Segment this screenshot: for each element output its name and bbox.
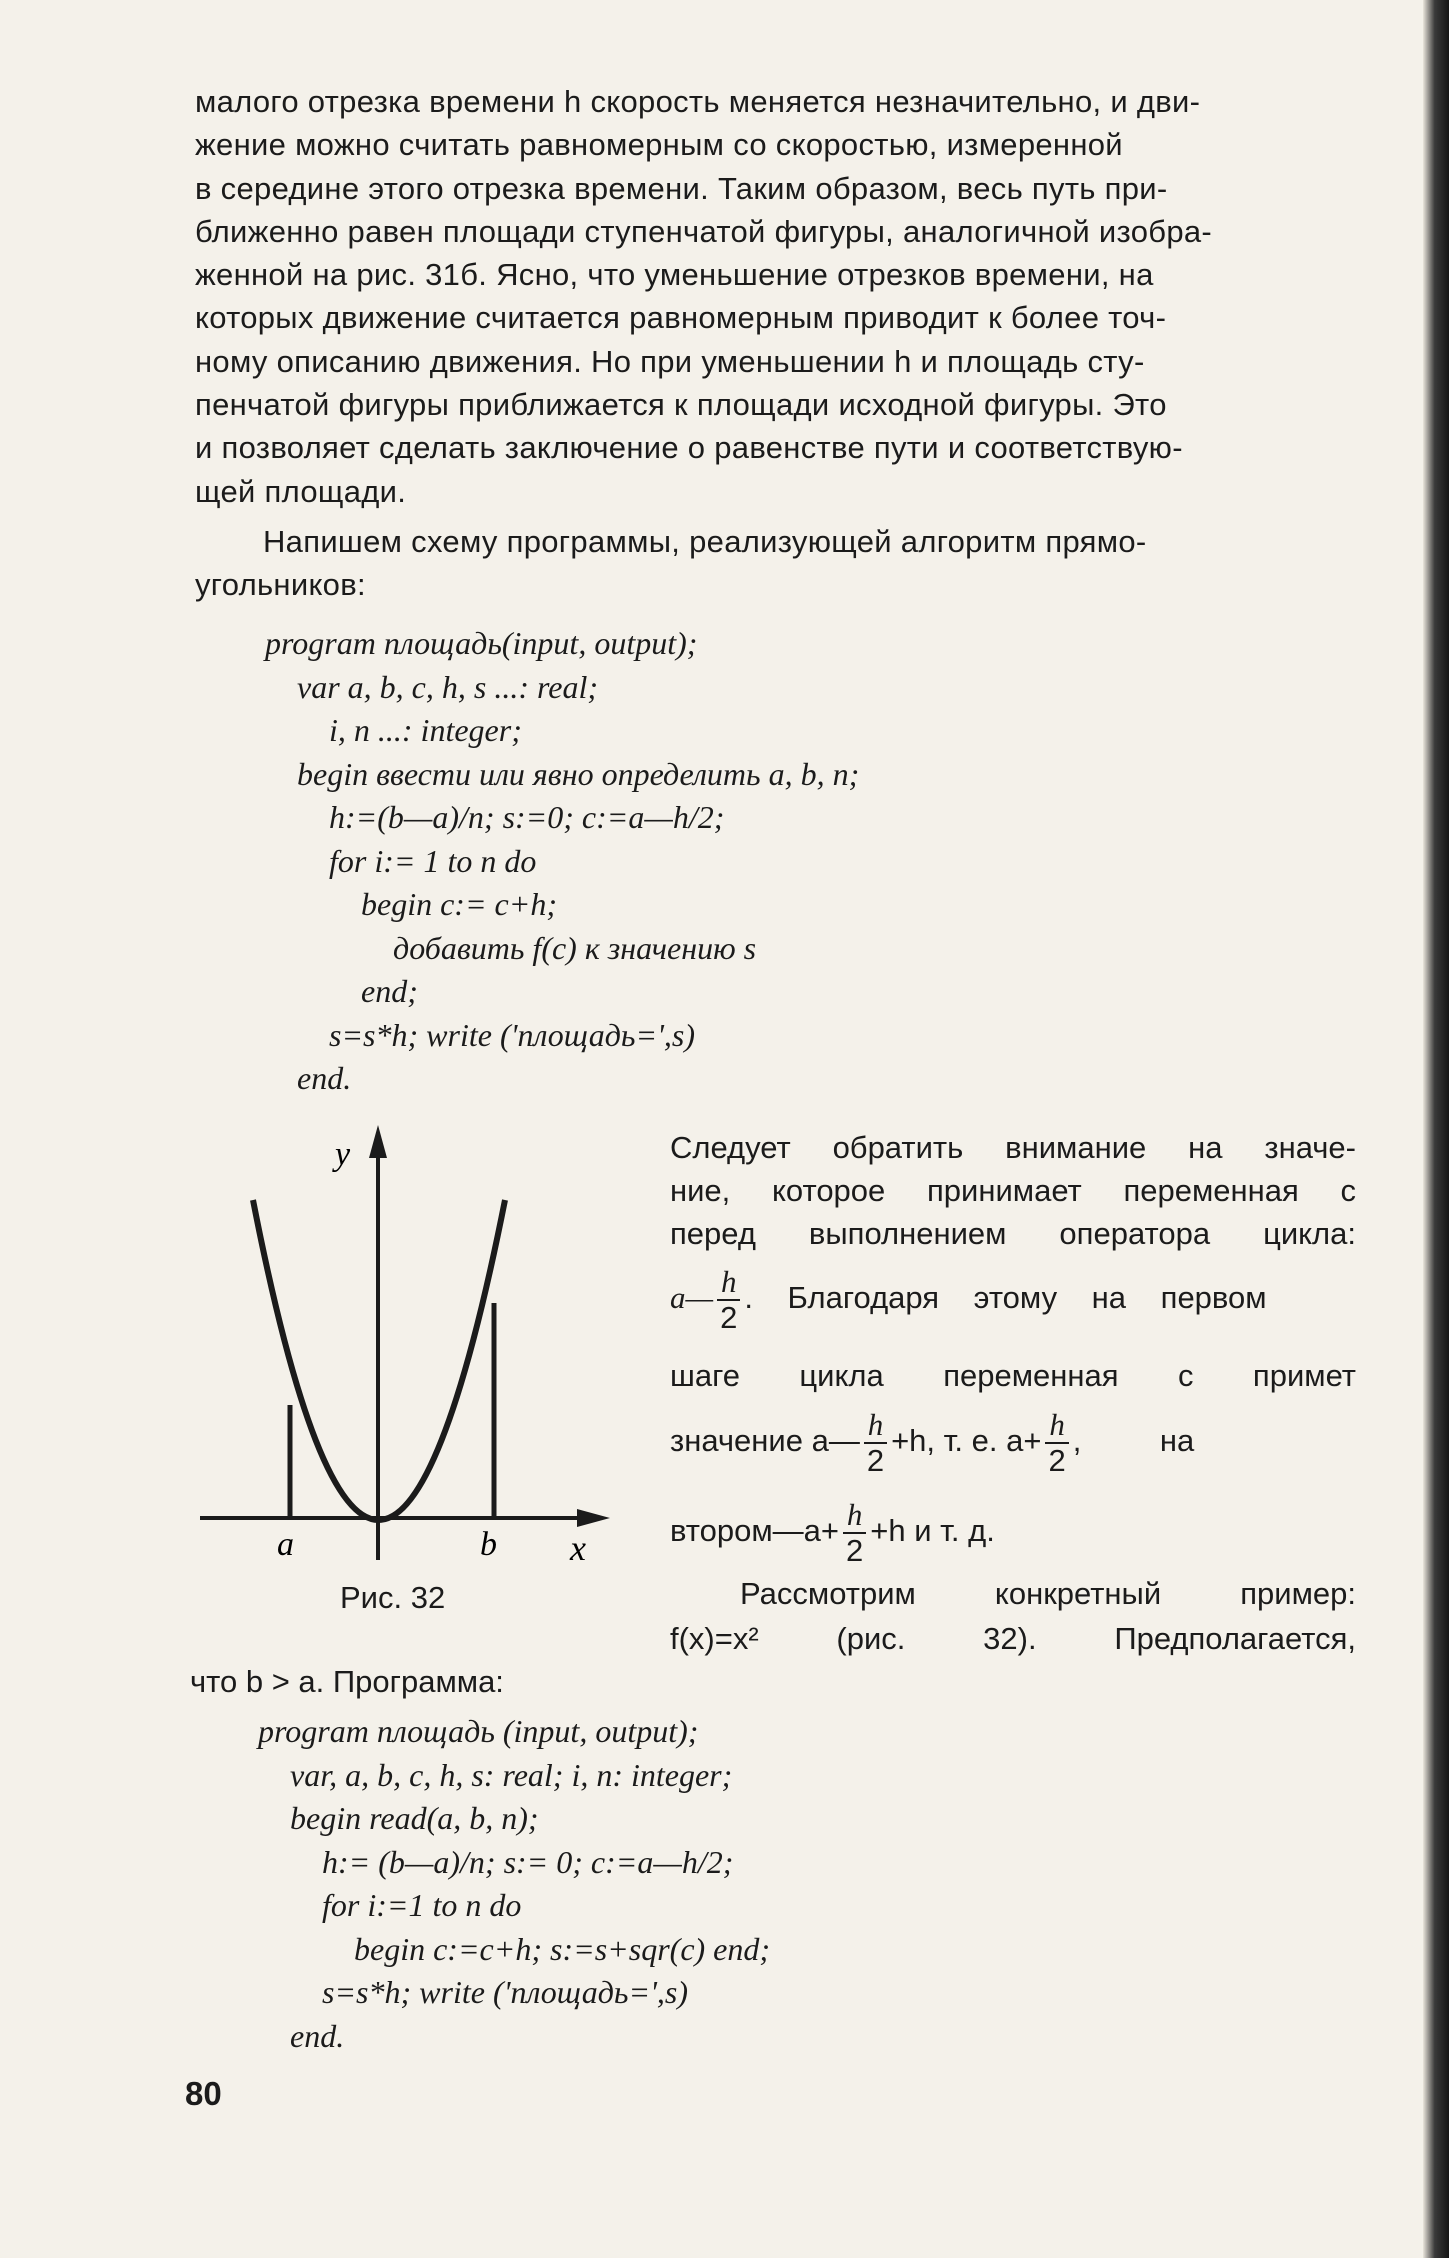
- code-line: var a, b, c, h, s ...: real;: [265, 668, 598, 705]
- text-line: шаге цикла переменная c примет: [670, 1358, 1356, 1393]
- text-fragment: . Благодаря этому на первом: [744, 1280, 1267, 1316]
- formula-term: a—: [670, 1280, 714, 1316]
- text-line: ние, которое принимает переменная c: [670, 1173, 1356, 1208]
- text-line: пенчатой фигуры приближается к площади исходной фигуры. Это: [195, 387, 1167, 423]
- code-line: добавить f(c) к значению s: [265, 929, 757, 966]
- text-line: Напишем схему программы, реализующей алгоритм прямо-: [263, 524, 1147, 559]
- code-line: for i:= 1 to n do: [265, 842, 537, 879]
- paragraph-intro: [195, 80, 1360, 513]
- x-axis-arrow: [577, 1509, 610, 1527]
- code-line: program площадь (input, output);: [258, 1713, 699, 1749]
- text-line: f(x)=x² (рис. 32). Предполагается,: [670, 1621, 1356, 1656]
- text-line: женной на рис. 31б. Ясно, что уменьшение отрезков времени, на: [195, 257, 1154, 293]
- text-line: жение можно считать равномерным со скоростью, измеренной: [195, 127, 1123, 163]
- text-line: перед выполнением оператора цикла:: [670, 1216, 1356, 1251]
- code-line: for i:=1 to n do: [258, 1887, 522, 1923]
- fraction-h-over-2: $\frac{h}{2}$: [717, 1265, 740, 1335]
- figure-caption: Рис. 32: [340, 1580, 446, 1615]
- code-line: begin c:=c+h; s:=s+sqr(c) end;: [258, 1930, 771, 1967]
- book-binding-shadow: [1423, 0, 1449, 2258]
- label-b: b: [480, 1526, 497, 1563]
- formula-line-value: [670, 1408, 1356, 1478]
- x-axis-label: x: [570, 1528, 586, 1568]
- figure-parabola: [195, 1120, 615, 1570]
- code-line: begin ввести или явно определить a, b, n;: [265, 755, 860, 792]
- formula-line-second: [670, 1498, 1356, 1568]
- paragraph-scheme: [195, 520, 1360, 607]
- text-line: и позволяет сделать заключение о равенстве пути и соответствую-: [195, 430, 1183, 466]
- code-line: h:=(b—a)/n; s:=0; c:=a—h/2;: [265, 799, 725, 835]
- code-line: begin read(a, b, n);: [258, 1800, 539, 1836]
- text-line: угольников:: [195, 567, 366, 603]
- page-number: 80: [185, 2075, 222, 2112]
- code-line: end;: [265, 973, 418, 1009]
- text-line: щей площади.: [195, 473, 407, 509]
- code-line: i, n ...: integer;: [265, 712, 522, 748]
- text-line: ближенно равен площади ступенчатой фигуры, аналогичной изобра-: [195, 213, 1213, 249]
- fraction-h-over-2: $\frac{h}{2}$: [843, 1498, 866, 1568]
- code-line: end.: [258, 2017, 345, 2054]
- y-axis-label: y: [335, 1136, 351, 1173]
- text-line: которых движение считается равномерным приводит к более точ-: [195, 300, 1167, 336]
- right-column-text: [670, 1130, 1356, 1690]
- text-line: в середине этого отрезка времени. Таким образом, весь путь при-: [195, 170, 1168, 206]
- code-line: h:= (b—a)/n; s:= 0; c:=a—h/2;: [258, 1843, 734, 1880]
- text-line: что b > a. Программа:: [190, 1664, 504, 1699]
- label-a: a: [277, 1526, 294, 1563]
- code-line: begin c:= c+h;: [265, 886, 557, 922]
- code-line: s=s*h; write ('площадь=',s): [265, 1016, 696, 1053]
- program-listing-2: [258, 1710, 770, 2058]
- code-line: var, a, b, c, h, s: real; i, n: integer;: [258, 1756, 733, 1793]
- code-line: program площадь(input, output);: [265, 625, 698, 661]
- text-line: Следует обратить внимание на значе-: [670, 1130, 1356, 1165]
- text-fragment: значение a—: [670, 1423, 860, 1459]
- text-fragment: +h, т. е. a+: [891, 1423, 1042, 1459]
- formula-line-first-value: [670, 1265, 1356, 1335]
- fraction-h-over-2: $\frac{h}{2}$: [864, 1408, 887, 1478]
- text-line: Рассмотрим конкретный пример:: [740, 1576, 1356, 1611]
- text-fragment: втором—a+: [670, 1513, 840, 1549]
- code-line: s=s*h; write ('площадь=',s): [258, 1974, 689, 2010]
- text-line: малого отрезка времени h скорость меняется незначительно, и дви-: [195, 84, 1201, 119]
- code-line: end.: [265, 1060, 352, 1096]
- y-axis-arrow: [369, 1125, 387, 1158]
- fraction-h-over-2: $\frac{h}{2}$: [1045, 1408, 1068, 1478]
- text-fragment: , на: [1072, 1423, 1195, 1459]
- program-listing-1: [265, 622, 859, 1101]
- text-line: ному описанию движения. Но при уменьшении h и площадь сту-: [195, 343, 1145, 379]
- text-fragment: +h и т. д.: [870, 1513, 995, 1549]
